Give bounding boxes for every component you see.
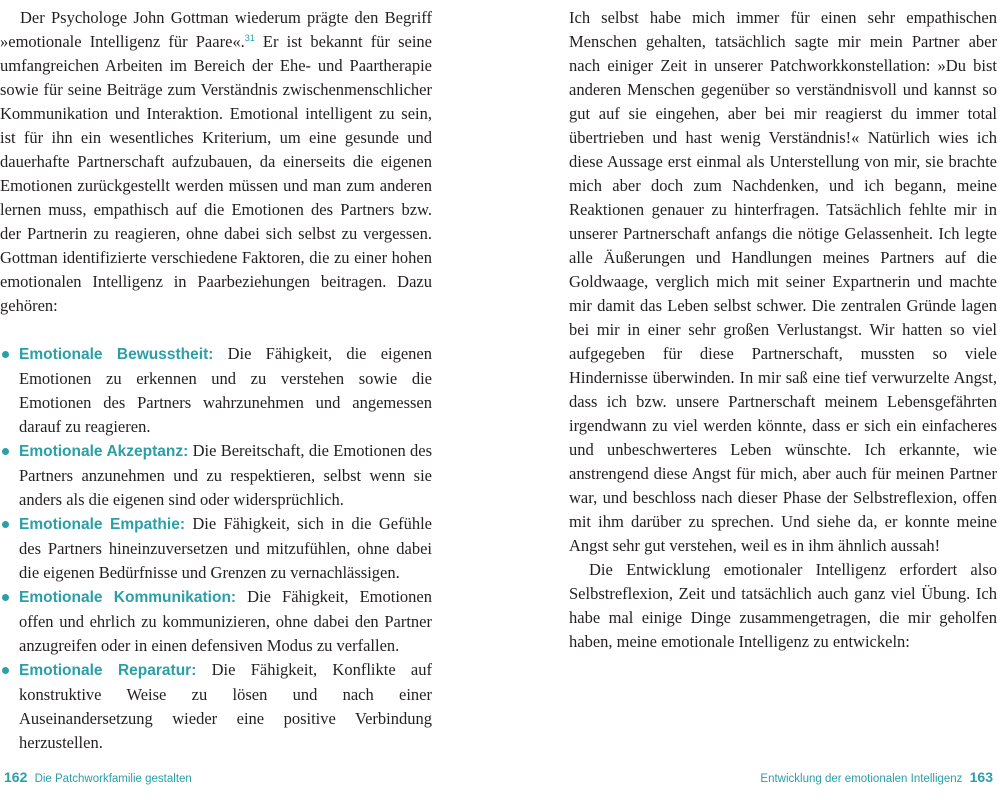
page-number-left: 162: [4, 769, 28, 785]
bullet-term: Emotionale Bewusstheit:: [19, 346, 214, 363]
bullet-icon: [2, 448, 9, 455]
list-item: [0, 342, 432, 439]
factor-list: [0, 342, 432, 755]
list-item: [0, 585, 432, 658]
bullet-icon: [2, 351, 9, 358]
footnote-reference[interactable]: 31: [244, 33, 255, 43]
conclusion-paragraph: Die Entwicklung emotionaler Intelligenz erfordert also Selbstreflexion, Zeit und tatsächlich auch ganz viel Übung. Ich habe mal einige Dinge zusammengetragen, die mir geholfen haben, meine emotionale Intelligenz zu entwickeln:: [569, 560, 997, 651]
list-item: [0, 512, 432, 585]
running-title-right: Entwicklung der emotionalen Intelligenz: [760, 773, 963, 785]
bullet-text: Die Bereitschaft, die Emotionen des Partners anzunehmen und zu respektieren, selbst wenn sie anders als die eigenen sind oder widersprüchlich.: [19, 441, 432, 509]
bullet-icon: [2, 594, 9, 601]
bullet-text: Die Fähigkeit, Emotionen offen und ehrlich zu kommunizieren, ohne dabei den Partner anzugreifen oder in einen defensiven Modus zu verfallen.: [19, 587, 432, 655]
bullet-text: Die Fähigkeit, sich in die Gefühle des Partners hineinzuversetzen und mitzufühlen, ohne dabei die eigenen Bedürfnisse und Grenzen zu vernachlässigen.: [19, 514, 432, 582]
bullet-icon: [2, 667, 9, 674]
bullet-term: Emotionale Kommunikation:: [19, 589, 237, 606]
bullet-text: Die Fähigkeit, Konflikte auf konstruktive Weise zu lösen und nach einer Auseinandersetzung wieder eine positive Verbindung herzustellen.: [19, 660, 432, 752]
left-footer: [0, 769, 192, 785]
bullet-icon: [2, 521, 9, 528]
intro-paragraph: [0, 6, 432, 318]
right-footer: [760, 769, 997, 785]
intro-continuation: Er ist bekannt für seine umfangreichen Arbeiten im Bereich der Ehe- und Paartherapie sowie für seine Beiträge zum Verständnis zwischenmenschlicher Kommunikation und Interaktion. Emotional intelligent zu sein, ist für ihn ein wesentliches Kriterium, um eine gesunde und dauerhafte Partnerschaft aufzubauen, da einerseits die eigenen Emotionen zurückgestellt werden müssen und man zum anderen lernen muss, empathisch auf die Emotionen des Partners bzw. der Partnerin zu reagieren, ohne dabei sich selbst zu vergessen. Gottman identifizierte verschiedene Faktoren, die zu einer hohen emotionalen Intelligenz in Paarbeziehungen beitragen. Dazu gehören:: [0, 32, 432, 315]
list-item: [0, 658, 432, 755]
bullet-term: Emotionale Akzeptanz:: [19, 443, 189, 460]
left-page: [0, 6, 432, 755]
right-page: [569, 6, 997, 654]
page-number-right: 163: [969, 769, 993, 785]
bullet-term: Emotionale Reparatur:: [19, 662, 197, 679]
bullet-term: Emotionale Empathie:: [19, 516, 185, 533]
bullet-text: Die Fähigkeit, die eigenen Emotionen zu erkennen und zu verstehen sowie die Emotionen des Partners wahrzunehmen und angemessen darauf zu reagieren.: [19, 344, 432, 436]
list-item: [0, 439, 432, 512]
intro-text: Der Psychologe John Gottman wiederum prägte den Begriff »emotionale Intelligenz für Paare«.: [0, 8, 432, 51]
paragraph-gap: [0, 318, 432, 342]
story-paragraph: Ich selbst habe mich immer für einen sehr empathischen Menschen gehalten, tatsächlich sagte mir mein Partner aber nach einiger Zeit in unserer Patchworkkonstellation: »Du bist anderen Menschen gegenüber so verständnisvoll und kannst so gut auf sie eingehen, aber bei mir reagierst du immer total übertrieben und hast wenig Verständnis!« Natürlich wies ich diese Aussage erst einmal als Unterstellung von mir, sie brachte mich aber doch zum Nachdenken, und ich begann, meine Reaktionen genauer zu hinterfragen. Tatsächlich fehlte mir in unserer Partnerschaft anfangs die nötige Gelassenheit. Ich legte alle Äußerungen und Handlungen meines Partners auf die Goldwaage, verglich mich mit seiner Expartnerin und machte mir damit das Leben selbst schwer. Die zentralen Gründe lagen bei mir in einer sehr großen Verlustangst. Wir hatten so viel aufgegeben für diese Partnerschaft, mussten so viele Hindernisse überwinden. In mir saß eine tief verwurzelte Angst, dass ich bzw. unsere Partnerschaft meinem Lebensgefährten irgendwann zu viel werden könnte, dass er sich ein einfacheres und unbeschwerteres Leben wünschte. Ich erkannte, wie anstrengend diese Angst für mich, aber auch für meinen Partner war, und beschloss nach dieser Phase der Selbstreflexion, offen mit ihm darüber zu sprechen. Und siehe da, er konnte meine Angst sehr gut verstehen, weil es in ihm ähnlich aussah!: [569, 8, 997, 555]
running-title-left: Die Patchworkfamilie gestalten: [34, 773, 192, 785]
